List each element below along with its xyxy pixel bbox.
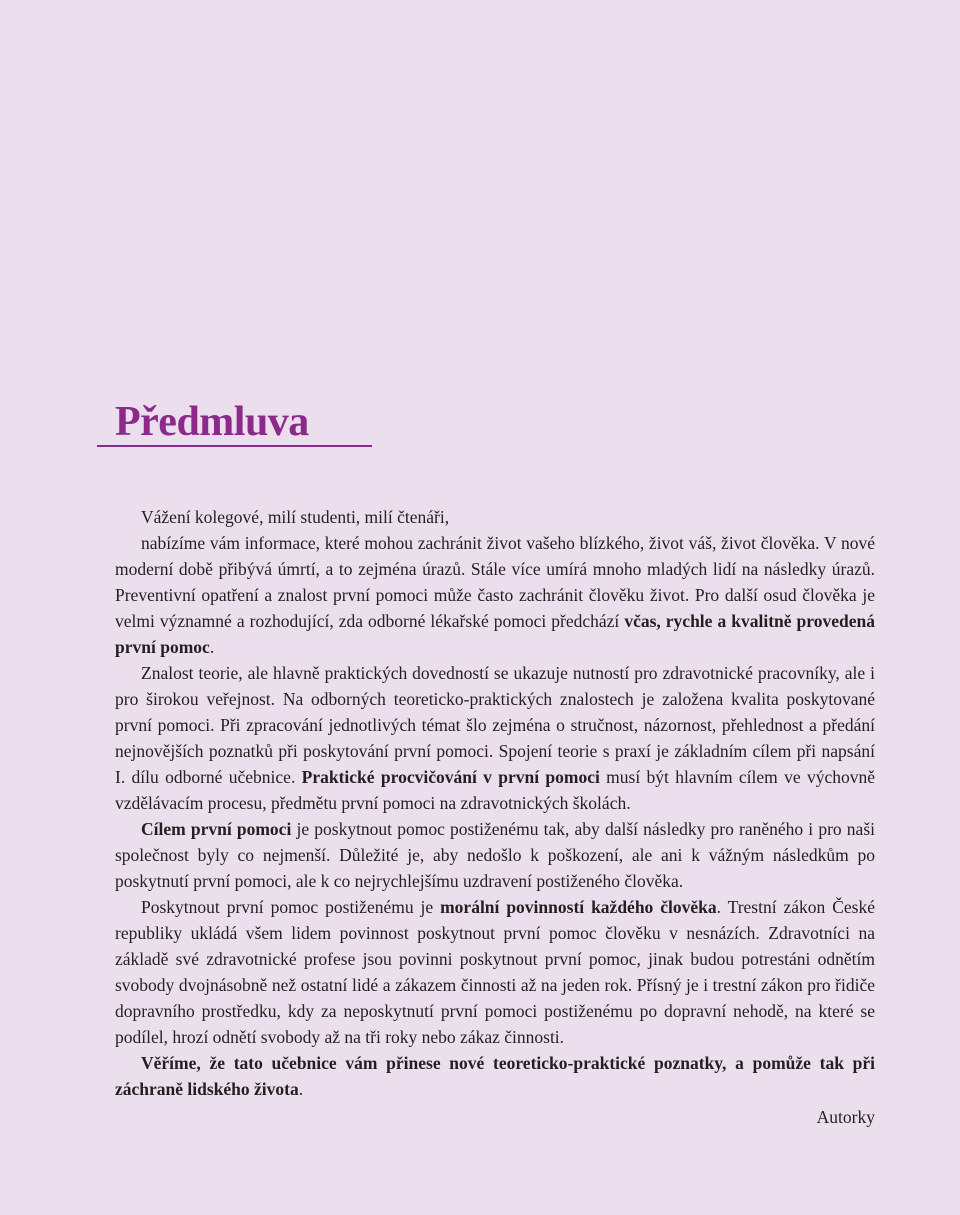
text-segment: nabízíme vám informace, které mohou zachránit život vašeho blízkého, život váš, život člověka. V nové moderní době přibývá úmrtí, a to zejména úrazů. Stále více umírá mnoho mladých lidí na následky úrazů. Preventivní opatření a znalost první pomoci může často zachránit člověku život. Pro další osud člověka je velmi významné a rozhodující, zda odborné lékařské pomoci předchází xyxy=(115,533,875,631)
bold-phrase: Věříme, že tato učebnice vám přinese nové teoreticko-praktické poznatky, a pomůže tak při záchraně lidského života xyxy=(115,1053,875,1099)
text-segment: Vážení kolegové, milí studenti, milí čtenáři, xyxy=(141,507,450,527)
title-underline xyxy=(97,445,372,447)
greeting-paragraph xyxy=(115,504,875,530)
preface-body xyxy=(115,504,875,1130)
bold-phrase: Cílem první pomoci xyxy=(141,819,292,839)
paragraph-law xyxy=(115,894,875,1050)
signature: Autorky xyxy=(816,1107,875,1127)
text-segment: . Trestní zákon České republiky ukládá všem lidem povinnost poskytnout první pomoc člověku v nesnázích. Zdravotníci na základě své zdravotnické profese jsou povinni poskytnout první pomoc, jinak budou potrestáni odnětím svobody dvojnásobně než ostatní lidé a zákazem činnosti až na jeden rok. Přísný je i trestní zákon pro řidiče dopravního prostředku, kdy za neposkytnutí první pomoci postiženému po dopravní nehodě, na které se podílel, hrozí odnětí svobody až na tři roky nebo zákaz činnosti. xyxy=(115,897,875,1047)
page-title: Předmluva xyxy=(115,399,309,445)
text-segment: je poskytnout pomoc postiženému tak, aby další následky pro raněného i pro naši společnost byly co nejmenší. Důležité je, aby nedošlo k poškození, ale ani k vážným následkům po poskytnutí první pomoci, ale k co nejrychlejšímu uzdravení postiženého člověka. xyxy=(115,819,875,891)
paragraph-intro xyxy=(115,530,875,660)
paragraph-theory xyxy=(115,660,875,816)
bold-phrase: včas, rychle a kvalitně provedená první pomoc xyxy=(115,611,875,657)
text-segment: musí být hlavním cílem ve výchovně vzdělávacím procesu, předmětu první pomoci na zdravotnických školách. xyxy=(115,767,875,813)
text-segment: Znalost teorie, ale hlavně praktických dovedností se ukazuje nutností pro zdravotnické pracovníky, ale i pro širokou veřejnost. Na odborných teoreticko-praktických znalostech je založena kvalita poskytované první pomoci. Při zpracování jednotlivých témat šlo zejména o stručnost, názornost, přehlednost a předání nejnovějších poznatků při poskytování první pomoci. Spojení teorie s praxí je základním cílem při napsání I. dílu odborné učebnice. xyxy=(115,663,875,787)
bold-phrase: morální povinností každého člověka xyxy=(440,897,717,917)
bold-phrase: Praktické procvičování v první pomoci xyxy=(301,767,600,787)
text-segment: Poskytnout první pomoc postiženému je xyxy=(141,897,441,917)
text-segment: . xyxy=(298,1079,304,1099)
paragraph-closing xyxy=(115,1050,875,1102)
paragraph-goal xyxy=(115,816,875,894)
text-segment: . xyxy=(209,637,215,657)
